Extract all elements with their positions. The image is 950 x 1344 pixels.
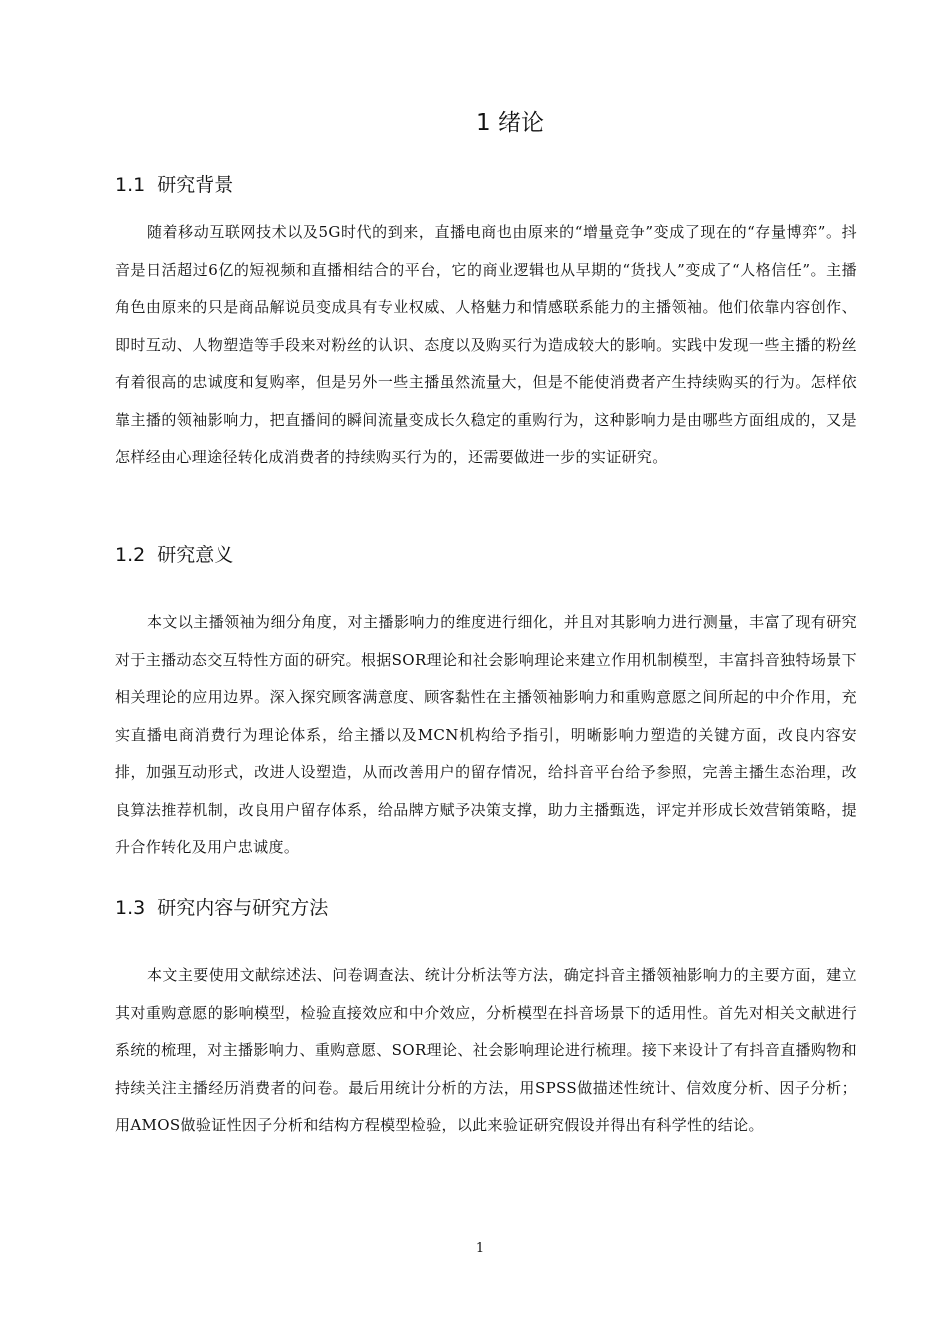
section-number: 1.1 [115,174,146,196]
section-research-significance [115,540,857,867]
chapter-title: 1 绪论 [476,110,544,136]
section-title: 研究内容与研究方法 [157,897,329,919]
section-number: 1.2 [115,544,146,566]
section-heading [115,540,857,570]
page-number: 1 [475,1241,485,1256]
section-research-background [115,170,857,477]
section-heading [115,893,857,923]
section-title: 研究意义 [157,544,234,566]
section-number: 1.3 [115,897,146,919]
section-research-content-methods [115,893,857,1145]
section-paragraph: 随着移动互联网技术以及5G时代的到来，直播电商也由原来的“增量竞争”变成了现在的“存量博弈”。抖音是日活超过6亿的短视频和直播相结合的平台，它的商业逻辑也从早期的“货找人”变成了“人格信任”。主播角色由原来的只是商品解说员变成具有专业权威、人格魅力和情感联系能力的主播领袖。他们依靠内容创作、即时互动、人物塑造等手段来对粉丝的认识、态度以及购买行为造成较大的影响。实践中发现一些主播的粉丝有着很高的忠诚度和复购率，但是另外一些主播虽然流量大，但是不能使消费者产生持续购买的行为。怎样依靠主播的领袖影响力，把直播间的瞬间流量变成长久稳定的重购行为，这种影响力是由哪些方面组成的，又是怎样经由心理途径转化成消费者的持续购买行为的，还需要做进一步的实证研究。 [115,223,857,466]
section-paragraph: 本文以主播领袖为细分角度，对主播影响力的维度进行细化，并且对其影响力进行测量，丰富了现有研究对于主播动态交互特性方面的研究。根据SOR理论和社会影响理论来建立作用机制模型，丰富抖音独特场景下相关理论的应用边界。深入探究顾客满意度、顾客黏性在主播领袖影响力和重购意愿之间所起的中介作用，充实直播电商消费行为理论体系，给主播以及MCN机构给予指引，明晰影响力塑造的关键方面，改良内容安排，加强互动形式，改进人设塑造，从而改善用户的留存情况，给抖音平台给予参照，完善主播生态治理，改良算法推荐机制，改良用户留存体系，给品牌方赋予决策支撑，助力主播甄选，评定并形成长效营销策略，提升合作转化及用户忠诚度。 [115,613,857,856]
section-title: 研究背景 [157,174,234,196]
section-heading [115,170,857,200]
section-paragraph: 本文主要使用文献综述法、问卷调查法、统计分析法等方法，确定抖音主播领袖影响力的主要方面，建立其对重购意愿的影响模型，检验直接效应和中介效应，分析模型在抖音场景下的适用性。首先对相关文献进行系统的梳理，对主播影响力、重购意愿、SOR理论、社会影响理论进行梳理。接下来设计了有抖音直播购物和持续关注主播经历消费者的问卷。最后用统计分析的方法，用SPSS做描述性统计、信效度分析、因子分析；用AMOS做验证性因子分析和结构方程模型检验，以此来验证研究假设并得出有科学性的结论。 [115,966,857,1134]
